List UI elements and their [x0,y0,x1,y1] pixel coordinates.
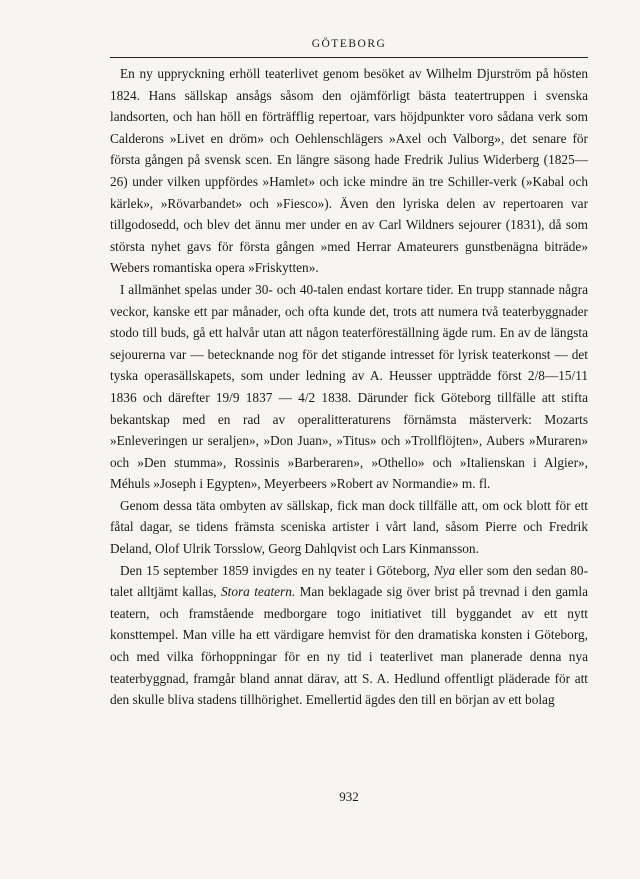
paragraph-3 [110,495,588,560]
paragraph-4-italic-nya: Nya [433,562,456,578]
paragraph-4-text-a: Den 15 september 1859 invigdes en ny teater i Göteborg, [120,562,434,578]
paragraph-3-text: Genom dessa täta ombyten av sällskap, fick man dock tillfälle att, om ock blott för ett fåtal dagar, se tidens främsta sceniska artister i vårt land, såsom Pierre och Fredrik Deland, Olof Ulrik Torsslow, Georg Dahlqvist och Lars Kinmansson. [110,497,588,557]
header-rule [110,57,588,58]
paragraph-1 [110,63,588,279]
paragraph-4-italic-stora-teatern: Stora teatern. [221,584,296,600]
page-number: 932 [339,789,359,804]
body-text [110,63,588,711]
paragraph-4-text-c: Man beklagade sig över brist på trevnad i den gamla teatern, och framstående medborgare togo initiativet till byggandet av ett nytt konsttempel. Man ville ha ett värdigare hemvist för den dramatiska konsten i Göteborg, och med vilka förhoppningar för en ny tid i teaterlivet man planerade denna nya teaterbyggnad, framgår bland annat därav, att S. A. Hedlund offentligt pläderade för att den skulle bliva stadens tillhörighet. Emellertid ägdes den till en början av ett bolag [110,584,588,708]
paragraph-2-text: I allmänhet spelas under 30- och 40-talen endast kortare tider. En trupp stannade några veckor, kanske ett par månader, och ofta kunde det, trots att numera två teaterbyggnader stodo till buds, gå ett halvår utan att någon teaterföreställning ägde rum. En av de längsta sejourerna var — betecknande nog för det stigande intresset för lyrisk teaterkonst — det tyska operasällskapets, som under ledning av A. Heusser uppträdde först 2/8—15/11 1836 och därefter 19/9 1837 — 4/2 1838. Därunder fick Göteborg tillfälle att stifta bekantskap med en rad av operalitteraturens förnämsta mästerverk: Mozarts »Enleveringen ur seraljen», »Don Juan», »Titus» och »Trollflöjten», Aubers »Muraren» och »Den stumma», Rossinis »Barberaren», »Othello» och »Italienskan i Algier», Méhuls »Joseph i Egypten», Meyerbeers »Robert av Normandie» m. fl. [110,281,588,492]
paragraph-2 [110,279,588,495]
paragraph-4 [110,560,588,711]
book-page [110,0,588,879]
paragraph-4-text-b: eller som den sedan 80-talet alltjämt kallas, [110,562,588,600]
running-head: GÖTEBORG [311,38,387,50]
paragraph-1-text: En ny uppryckning erhöll teaterlivet genom besöket av Wilhelm Djurström på hösten 1824. Hans sällskap ansågs såsom den ojämförligt bästa teatertruppen i svenska landsorten, och han höll en förträfflig repertoar, vars höjdpunkter voro sådana verk som Calderons »Livet en dröm» och Oehlenschlägers »Axel och Valborg», det senare för första gången på svensk scen. En längre säsong hade Fredrik Julius Widerberg (1825—26) under vilken uppfördes »Hamlet» och icke mindre än tre Schiller-verk (»Kabal och kärlek», »Rövarbandet» och »Fiesco»). Även den lyriska delen av repertoaren var tillgodosedd, och blev det ännu mer under en av Carl Wildners sejourer (1831), då som största nyhet gavs för första gången »med Herrar Amateurers gunstbenägna biträde» Webers romantiska opera »Friskytten». [110,66,588,276]
